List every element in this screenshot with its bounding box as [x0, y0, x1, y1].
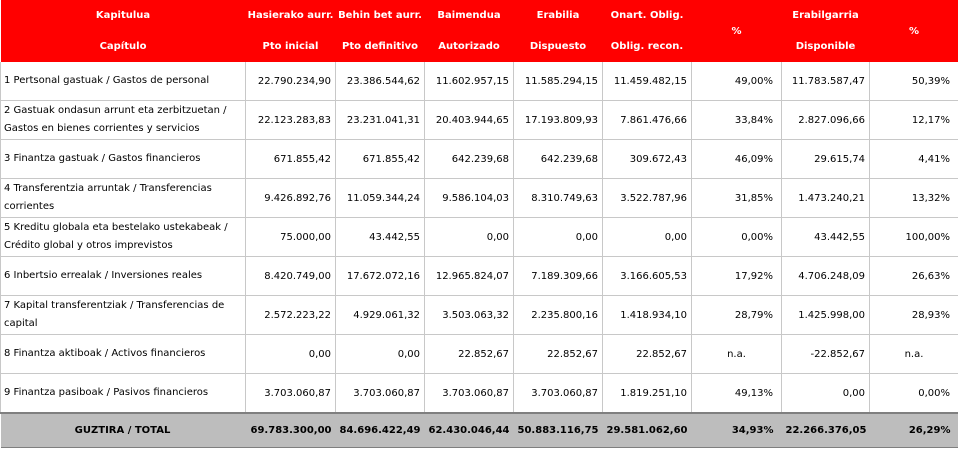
cell-initial: 2.572.223,22: [246, 296, 336, 335]
cell-initial: 8.420.749,00: [246, 257, 336, 296]
cell-final: 11.059.344,24: [336, 179, 425, 218]
cell-initial: 0,00: [246, 335, 336, 374]
cell-final: 3.703.060,87: [336, 374, 425, 414]
cell-disposed: 3.703.060,87: [514, 374, 603, 414]
cell-pct1: 0,00%: [692, 218, 782, 257]
cell-final: 43.442,55: [336, 218, 425, 257]
row-label: 3 Finantza gastuak / Gastos financieros: [1, 140, 246, 179]
cell-authorized: 0,00: [425, 218, 514, 257]
cell-recognized: 22.852,67: [603, 335, 692, 374]
row-label: 9 Finantza pasiboak / Pasivos financieros: [1, 374, 246, 414]
cell-disposed: 2.235.800,16: [514, 296, 603, 335]
cell-authorized: 3.703.060,87: [425, 374, 514, 414]
total-pct1: 34,93%: [692, 413, 782, 448]
col-header-recognized-eu: Onart. Oblig.: [603, 0, 692, 31]
col-header-available-eu: Erabilgarria: [782, 0, 870, 31]
cell-pct2: 0,00%: [870, 374, 958, 414]
cell-pct2: 100,00%: [870, 218, 958, 257]
cell-final: 4.929.061,32: [336, 296, 425, 335]
total-disposed: 50.883.116,75: [514, 413, 603, 448]
cell-initial: 9.426.892,76: [246, 179, 336, 218]
col-header-authorized-es: Autorizado: [425, 31, 514, 62]
cell-available: 2.827.096,66: [782, 101, 870, 140]
cell-recognized: 1.819.251,10: [603, 374, 692, 414]
cell-final: 671.855,42: [336, 140, 425, 179]
row-label: 2 Gastuak ondasun arrunt eta zerbitzuetan / Gastos en bienes corrientes y servicios: [1, 101, 246, 140]
cell-disposed: 11.585.294,15: [514, 62, 603, 101]
table-row: [1, 179, 958, 218]
cell-authorized: 20.403.944,65: [425, 101, 514, 140]
col-header-authorized-eu: Baimendua: [425, 0, 514, 31]
header-row-basque: [1, 0, 958, 31]
col-header-chapter-es: Capítulo: [1, 31, 246, 62]
cell-disposed: 7.189.309,66: [514, 257, 603, 296]
table-row: [1, 218, 958, 257]
cell-pct2: 28,93%: [870, 296, 958, 335]
col-header-initial-es: Pto inicial: [246, 31, 336, 62]
col-header-final-es: Pto definitivo: [336, 31, 425, 62]
cell-available: 1.473.240,21: [782, 179, 870, 218]
col-header-pct1: %: [692, 0, 782, 62]
cell-available: 0,00: [782, 374, 870, 414]
cell-pct1: 31,85%: [692, 179, 782, 218]
cell-final: 0,00: [336, 335, 425, 374]
total-authorized: 62.430.046,44: [425, 413, 514, 448]
row-label: 6 Inbertsio errealak / Inversiones reales: [1, 257, 246, 296]
cell-pct1: n.a.: [692, 335, 782, 374]
cell-available: 43.442,55: [782, 218, 870, 257]
cell-initial: 75.000,00: [246, 218, 336, 257]
cell-disposed: 8.310.749,63: [514, 179, 603, 218]
cell-disposed: 642.239,68: [514, 140, 603, 179]
cell-authorized: 3.503.063,32: [425, 296, 514, 335]
cell-pct1: 28,79%: [692, 296, 782, 335]
cell-initial: 3.703.060,87: [246, 374, 336, 414]
cell-available: 4.706.248,09: [782, 257, 870, 296]
col-header-pct2: %: [870, 0, 958, 62]
total-row: [1, 413, 958, 448]
cell-pct2: 50,39%: [870, 62, 958, 101]
cell-pct1: 49,13%: [692, 374, 782, 414]
cell-initial: 22.123.283,83: [246, 101, 336, 140]
cell-final: 17.672.072,16: [336, 257, 425, 296]
table-row: [1, 101, 958, 140]
cell-authorized: 12.965.824,07: [425, 257, 514, 296]
table-row: [1, 374, 958, 414]
cell-pct1: 17,92%: [692, 257, 782, 296]
cell-authorized: 11.602.957,15: [425, 62, 514, 101]
cell-pct1: 46,09%: [692, 140, 782, 179]
col-header-chapter-eu: Kapitulua: [1, 0, 246, 31]
cell-disposed: 17.193.809,93: [514, 101, 603, 140]
col-header-available-es: Disponible: [782, 31, 870, 62]
total-pct2: 26,29%: [870, 413, 958, 448]
cell-recognized: 309.672,43: [603, 140, 692, 179]
cell-available: 11.783.587,47: [782, 62, 870, 101]
col-header-disposed-es: Dispuesto: [514, 31, 603, 62]
cell-recognized: 7.861.476,66: [603, 101, 692, 140]
cell-pct2: 12,17%: [870, 101, 958, 140]
cell-authorized: 642.239,68: [425, 140, 514, 179]
cell-recognized: 11.459.482,15: [603, 62, 692, 101]
cell-pct2: n.a.: [870, 335, 958, 374]
cell-available: 1.425.998,00: [782, 296, 870, 335]
header-row-spanish: [1, 31, 958, 62]
cell-available: -22.852,67: [782, 335, 870, 374]
cell-final: 23.231.041,31: [336, 101, 425, 140]
cell-pct1: 49,00%: [692, 62, 782, 101]
cell-recognized: 1.418.934,10: [603, 296, 692, 335]
col-header-initial-eu: Hasierako aurr.: [246, 0, 336, 31]
total-recognized: 29.581.062,60: [603, 413, 692, 448]
total-initial: 69.783.300,00: [246, 413, 336, 448]
table-row: [1, 62, 958, 101]
col-header-recognized-es: Oblig. recon.: [603, 31, 692, 62]
cell-pct2: 13,32%: [870, 179, 958, 218]
cell-final: 23.386.544,62: [336, 62, 425, 101]
cell-initial: 22.790.234,90: [246, 62, 336, 101]
cell-available: 29.615,74: [782, 140, 870, 179]
cell-recognized: 3.522.787,96: [603, 179, 692, 218]
row-label: 8 Finantza aktiboak / Activos financieros: [1, 335, 246, 374]
col-header-final-eu: Behin bet aurr.: [336, 0, 425, 31]
cell-pct2: 26,63%: [870, 257, 958, 296]
cell-pct2: 4,41%: [870, 140, 958, 179]
total-label: GUZTIRA / TOTAL: [1, 413, 246, 448]
cell-disposed: 22.852,67: [514, 335, 603, 374]
row-label: 7 Kapital transferentziak / Transferencias de capital: [1, 296, 246, 335]
cell-authorized: 22.852,67: [425, 335, 514, 374]
cell-recognized: 0,00: [603, 218, 692, 257]
table-row: [1, 335, 958, 374]
row-label: 4 Transferentzia arruntak / Transferencias corrientes: [1, 179, 246, 218]
total-available: 22.266.376,05: [782, 413, 870, 448]
col-header-disposed-eu: Erabilia: [514, 0, 603, 31]
row-label: 1 Pertsonal gastuak / Gastos de personal: [1, 62, 246, 101]
table-row: [1, 296, 958, 335]
total-final: 84.696.422,49: [336, 413, 425, 448]
row-label: 5 Kreditu globala eta bestelako ustekabeak / Crédito global y otros imprevistos: [1, 218, 246, 257]
table-row: [1, 257, 958, 296]
cell-initial: 671.855,42: [246, 140, 336, 179]
table-row: [1, 140, 958, 179]
cell-recognized: 3.166.605,53: [603, 257, 692, 296]
cell-pct1: 33,84%: [692, 101, 782, 140]
cell-authorized: 9.586.104,03: [425, 179, 514, 218]
cell-disposed: 0,00: [514, 218, 603, 257]
